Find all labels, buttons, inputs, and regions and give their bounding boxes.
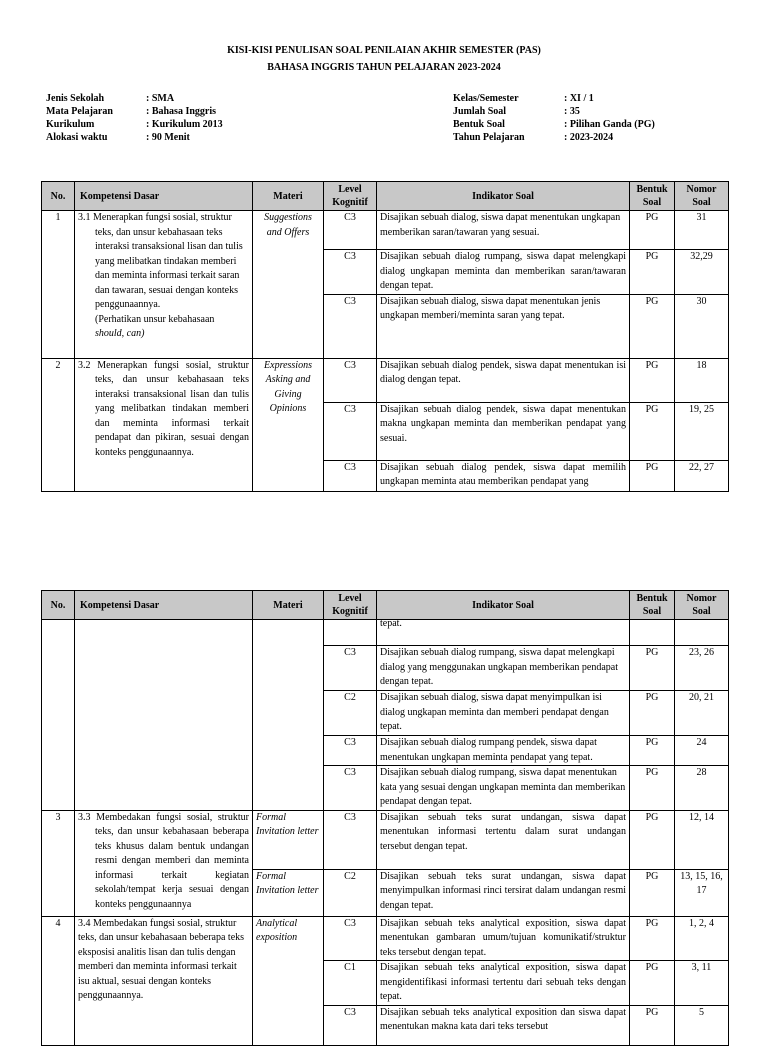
indikator-cell [377,460,630,491]
bentuk-cell: PG [630,766,675,811]
table-row [42,211,729,250]
level-cell: C3 [324,810,377,869]
nomor-cell: 23, 26 [675,646,729,691]
row-number: 1 [42,211,75,359]
bentuk-cell: PG [630,691,675,736]
indikator-text: Disajikan sebuah teks analytical exposition dan siswa dapat menentukan makna kata dari teks tersebut [380,1006,626,1032]
meta-row-mata-pelajaran: Mata Pelajaran : Bahasa Inggris [46,106,217,117]
indikator-cell: Disajikan sebuah teks surat undangan, siswa dapat menentukan informasi tertentu dalam surat undangan tersebut dengan tepat. [377,810,630,869]
column-header-kompetensi-dasar: Kompetensi Dasar [75,182,253,211]
kisi-kisi-table-page-1 [41,181,729,492]
materi-cell: Formal Invitation letter [253,810,324,869]
column-header-nomor-soal: Nomor Soal [675,591,729,620]
indikator-cell: Disajikan sebuah dialog, siswa dapat menyimpulkan isi dialog ungkapan meminta dan memberi pendapat dengan tepat. [377,691,630,736]
nomor-cell: 5 [675,1005,729,1045]
level-cell: C3 [324,1005,377,1045]
level-cell: C3 [324,402,377,460]
kompetensi-dasar-text: 3.4 Membedakan fungsi sosial, struktur teks, dan unsur kebahasaan beberapa teks eksposisi analitis lisan dan tulis dengan memberi dan meminta informasi terkait isu aktual, sesuai dengan konteks penggunaannya. [78,917,245,1001]
nomor-cell: 19, 25 [675,402,729,460]
bentuk-cell: PG [630,646,675,691]
meta-left [46,92,346,144]
level-cell: C2 [324,691,377,736]
kompetensi-dasar-note-italic: should, can) [95,328,145,339]
document-title: KISI-KISI PENULISAN SOAL PENILAIAN AKHIR SEMESTER (PAS) [227,45,541,56]
bentuk-cell: PG [630,1005,675,1045]
meta-right [453,92,723,144]
kompetensi-dasar-text: 3.3 Membedakan fungsi sosial, struktur teks, dan unsur kebahasaan beberapa teks khusus dalam bentuk undangan resmi dengan memberi dan meminta informasi terkait kegiatan sekolah/tempat kerja sesuai dengan konteks penggunaannya [78,811,249,910]
row-number: 3 [42,810,75,916]
document-subtitle: BAHASA INGGRIS TAHUN PELAJARAN 2023-2024 [267,62,501,73]
column-header-level-kognitif: Level Kognitif [324,182,377,211]
level-cell: C2 [324,869,377,916]
indikator-cell: Disajikan sebuah teks analytical exposition, siswa dapat menentukan gambaran umum/tujuan komunikatif/struktur teks tersebut dengan tepat. [377,916,630,961]
kompetensi-dasar-text: 3.2 Menerapkan fungsi sosial, struktur teks, dan unsur kebahasaan teks interaksi transaksional lisan dan tulis yang melibatkan tindakan memberi dan meminta informasi terkait pendapat dan pikiran, sesuai dengan konteks penggunaannya. [78,359,249,458]
materi-cell: Suggestions and Offers [253,211,324,359]
table-header-row [42,182,729,211]
nomor-cell: 28 [675,766,729,811]
meta-row-bentuk-soal: Bentuk Soal : Pilihan Ganda (PG) [453,119,655,130]
column-header-materi: Materi [253,591,324,620]
level-cell: C3 [324,250,377,295]
level-cell: C3 [324,211,377,250]
column-header-indikator-soal: Indikator Soal [377,182,630,211]
nomor-cell: 32,29 [675,250,729,295]
nomor-cell: 3, 11 [675,961,729,1006]
nomor-cell-empty [675,620,729,646]
materi-cell: Analytical exposition [253,916,324,1045]
bentuk-cell: PG [630,916,675,961]
column-header-bentuk-soal: Bentuk Soal [630,591,675,620]
materi-empty [253,620,324,811]
meta-row-jenis-sekolah: Jenis Sekolah : SMA [46,93,175,104]
indikator-cell: Disajikan sebuah dialog pendek, siswa dapat menentukan makna ungkapan meminta dan memberikan pendapat yang sesuai. [377,402,630,460]
nomor-cell: 31 [675,211,729,250]
column-header-bentuk-soal: Bentuk Soal [630,182,675,211]
level-cell: C3 [324,358,377,402]
bentuk-cell: PG [630,294,675,358]
nomor-cell: 24 [675,736,729,766]
kisi-kisi-table-page-2 [41,590,729,1046]
bentuk-cell: PG [630,250,675,295]
kompetensi-dasar-text: 3.1 Menerapkan fungsi sosial, struktur teks, dan unsur kebahasaan teks interaksi transaksional lisan dan tulis yang melibatkan tindakan memberi dan meminta informasi terkait saran dan tawaran, sesuai dengan konteks penggunaannya. [78,212,243,310]
bentuk-cell: PG [630,961,675,1006]
column-header-no: No. [42,591,75,620]
table-row [42,358,729,402]
level-cell: C1 [324,961,377,1006]
kompetensi-dasar-note: (Perhatikan unsur kebahasaan [95,313,215,325]
row-number-empty [42,620,75,811]
indikator-cell: Disajikan sebuah dialog rumpang pendek, siswa dapat menentukan ungkapan meminta pendapat yang tepat. [377,736,630,766]
table-header-row [42,591,729,620]
nomor-cell: 13, 15, 16, 17 [675,869,729,916]
kompetensi-dasar-cell [75,211,253,359]
indikator-cell: Disajikan sebuah dialog rumpang, siswa dapat melengkapi dialog yang menggunakan ungkapan memberikan pendapat dengan tepat. [377,646,630,691]
indikator-cell: Disajikan sebuah dialog, siswa dapat menentukan jenis ungkapan memberi/meminta saran yang tepat. [377,294,630,358]
indikator-cell: Disajikan sebuah teks surat undangan, siswa dapat menyimpulkan informasi rinci tersirat dalam undangan resmi dengan tepat. [377,869,630,916]
level-cell: C3 [324,460,377,491]
meta-row-kelas-semester: Kelas/Semester : XI / 1 [453,93,594,104]
meta-row-alokasi-waktu: Alokasi waktu : 90 Menit [46,132,190,143]
table-row [42,810,729,869]
row-number: 4 [42,916,75,1045]
bentuk-cell: PG [630,358,675,402]
bentuk-cell-empty [630,620,675,646]
bentuk-cell: PG [630,460,675,491]
bentuk-cell: PG [630,402,675,460]
row-number: 2 [42,358,75,491]
column-header-nomor-soal: Nomor Soal [675,182,729,211]
level-cell: C3 [324,766,377,811]
meta-row-tahun-pelajaran: Tahun Pelajaran : 2023-2024 [453,132,614,143]
meta-row-jumlah-soal: Jumlah Soal : 35 [453,106,580,117]
level-cell: C3 [324,646,377,691]
indikator-cell [377,620,630,646]
level-cell-empty [324,620,377,646]
nomor-cell: 12, 14 [675,810,729,869]
nomor-cell: 20, 21 [675,691,729,736]
column-header-level-kognitif: Level Kognitif [324,591,377,620]
nomor-cell: 18 [675,358,729,402]
table-row [42,916,729,961]
indikator-cell: Disajikan sebuah teks analytical exposition, siswa dapat mengidentifikasi informasi tertentu dari sebuah teks dengan tepat. [377,961,630,1006]
materi-cell: Formal Invitation letter [253,869,324,916]
nomor-cell: 22, 27 [675,460,729,491]
indikator-text: Disajikan sebuah dialog pendek, siswa dapat memilih ungkapan meminta atau memberikan pendapat yang [380,461,626,487]
level-cell: C3 [324,736,377,766]
indikator-cell: Disajikan sebuah dialog, siswa dapat menentukan ungkapan memberikan saran/tawaran yang sesuai. [377,211,630,250]
level-cell: C3 [324,294,377,358]
indikator-cell: Disajikan sebuah dialog rumpang, siswa dapat melengkapi dialog ungkapan meminta dan memberikan saran/tawaran dengan tepat. [377,250,630,295]
column-header-no: No. [42,182,75,211]
bentuk-cell: PG [630,869,675,916]
bentuk-cell: PG [630,211,675,250]
materi-cell: Expressions Asking and Giving Opinions [253,358,324,491]
nomor-cell: 30 [675,294,729,358]
kompetensi-dasar-empty [75,620,253,811]
indikator-cell [377,1005,630,1045]
column-header-indikator-soal: Indikator Soal [377,591,630,620]
table-row [42,620,729,646]
kompetensi-dasar-cell [75,810,253,916]
bentuk-cell: PG [630,810,675,869]
level-cell: C3 [324,916,377,961]
nomor-cell: 1, 2, 4 [675,916,729,961]
column-header-materi: Materi [253,182,324,211]
bentuk-cell: PG [630,736,675,766]
indikator-cell: Disajikan sebuah dialog rumpang, siswa dapat menentukan kata yang sesuai dengan ungkapan meminta dan memberikan pendapat dengan tepat. [377,766,630,811]
column-header-kompetensi-dasar: Kompetensi Dasar [75,591,253,620]
indikator-continuation-text: tepat. [380,618,402,629]
kompetensi-dasar-cell [75,916,253,1045]
indikator-cell: Disajikan sebuah dialog pendek, siswa dapat menentukan isi dialog dengan tepat. [377,358,630,402]
kompetensi-dasar-cell [75,358,253,491]
meta-row-kurikulum: Kurikulum : Kurikulum 2013 [46,119,223,130]
